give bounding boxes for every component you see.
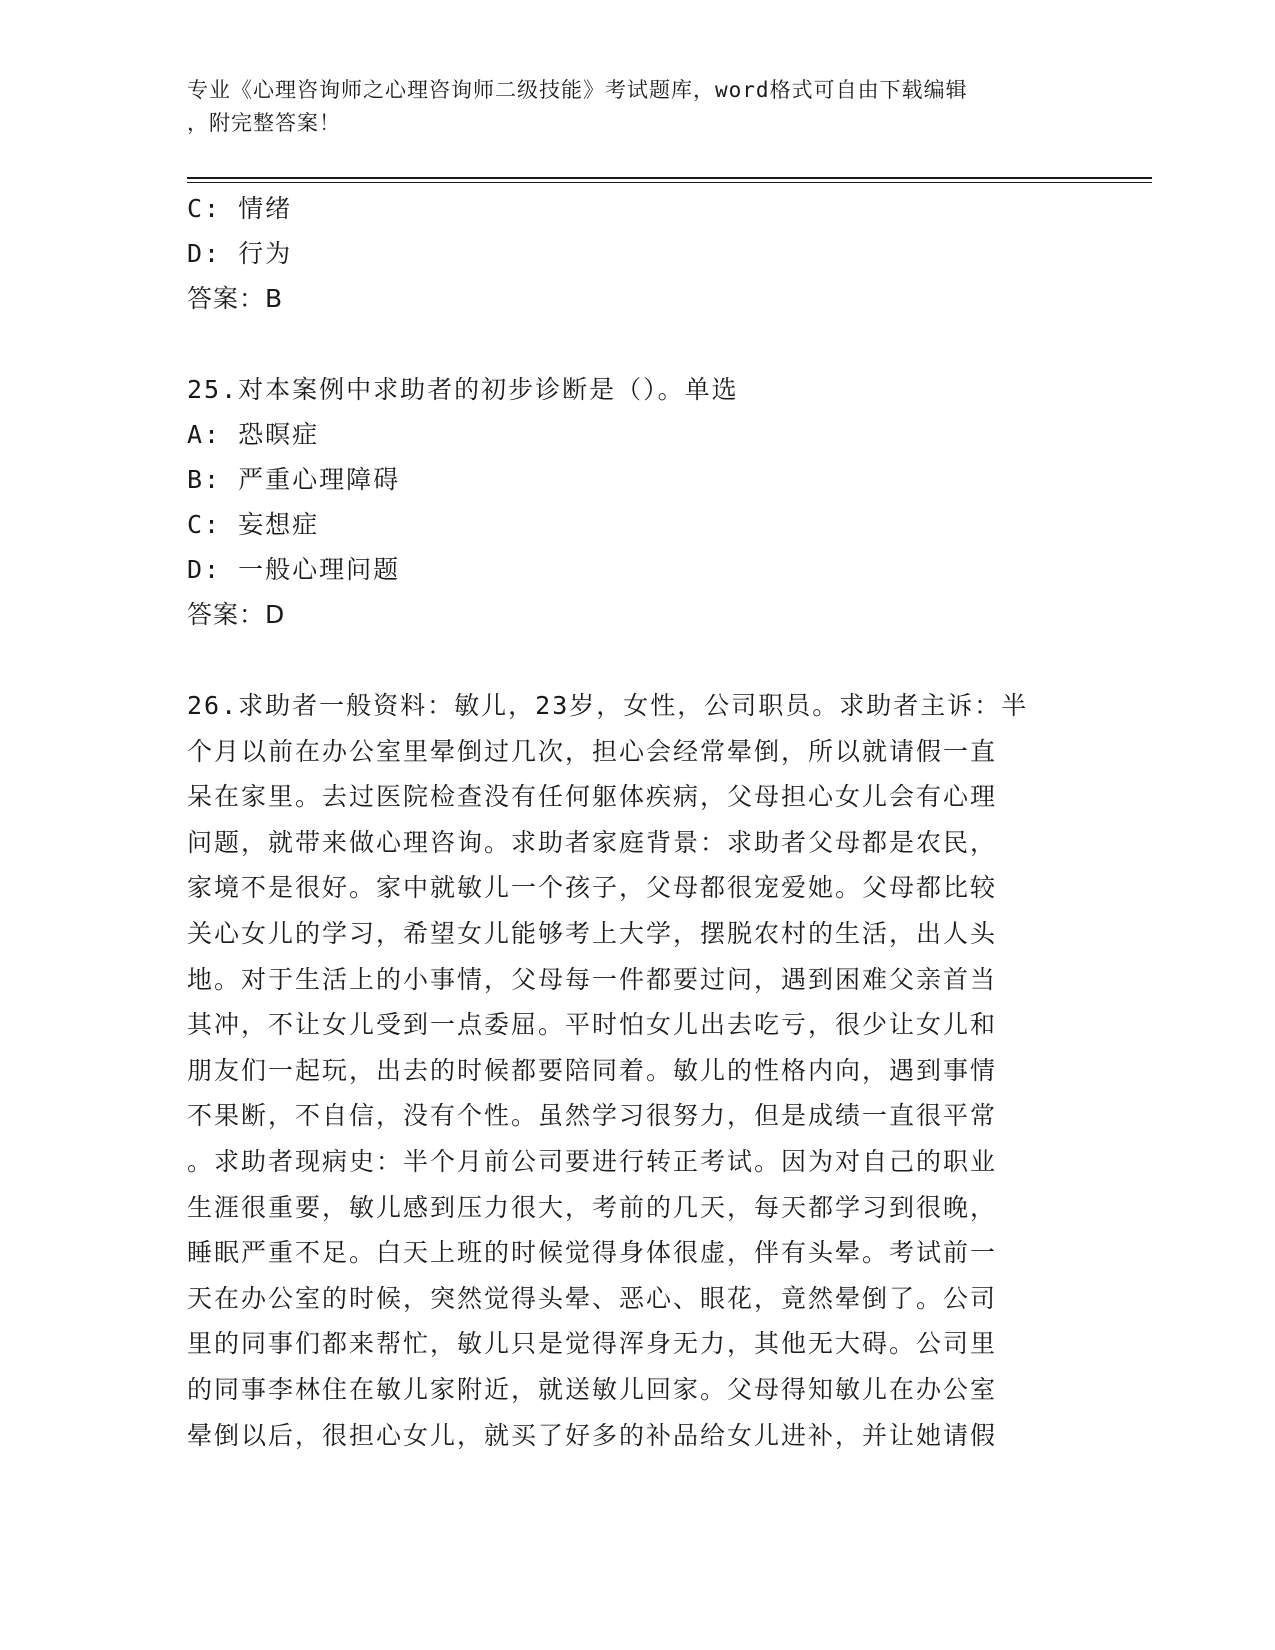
header-line-1: 专业《心理咨询师之心理咨询师二级技能》考试题库，word格式可自由下载编辑 [187, 78, 968, 102]
document-header [187, 74, 1067, 140]
q26-line: 睡眠严重不足。白天上班的时候觉得身体很虚，伴有头晕。考试前一 [187, 1238, 998, 1268]
document-body [187, 186, 1087, 1458]
prev-option-d [187, 231, 1087, 276]
q25-option-d [187, 547, 1087, 592]
header-rule-thin [187, 182, 1152, 183]
q26-line: 问题，就带来做心理咨询。求助者家庭背景：求助者父母都是农民， [187, 827, 998, 857]
option-text: 恐暝症 [238, 420, 320, 449]
q25-answer: 答案：D [187, 600, 286, 629]
q26-line: 地。对于生活上的小事情，父母每一件都要过问，遇到困难父亲首当 [187, 964, 998, 994]
option-label: C: [187, 194, 222, 223]
q25-option-c [187, 502, 1087, 547]
q26-line: 生涯很重要，敏儿感到压力很大，考前的几天，每天都学习到很晚， [187, 1192, 998, 1222]
option-text: 行为 [238, 239, 293, 268]
prev-option-c [187, 186, 1087, 231]
option-text: 一般心理问题 [238, 555, 401, 584]
option-text: 情绪 [238, 194, 293, 223]
q26-line: 26.求助者一般资料：敏儿，23岁，女性，公司职员。求助者主诉：半 [187, 691, 1029, 720]
q26-line: 不果断，不自信，没有个性。虽然学习很努力，但是成绩一直很平常 [187, 1101, 998, 1131]
option-text: 严重心理障碍 [238, 465, 401, 494]
q26-line: 的同事李林住在敏儿家附近，就送敏儿回家。父母得知敏儿在办公室 [187, 1374, 998, 1404]
option-text: 妄想症 [238, 510, 320, 539]
q26-line: 里的同事们都来帮忙，敏儿只是觉得浑身无力，其他无大碍。公司里 [187, 1329, 998, 1359]
q26-line: 其冲，不让女儿受到一点委屈。平时怕女儿出去吃亏，很少让女儿和 [187, 1010, 998, 1040]
option-label: A: [187, 420, 222, 449]
q26-line: 家境不是很好。家中就敏儿一个孩子，父母都很宠爱她。父母都比较 [187, 873, 998, 903]
option-label: D: [187, 239, 222, 268]
q25-option-b [187, 457, 1087, 502]
q26-paragraph [187, 683, 1087, 1458]
option-label: D: [187, 555, 222, 584]
option-label: C: [187, 510, 222, 539]
q26-line: 个月以前在办公室里晕倒过几次，担心会经常晕倒，所以就请假一直 [187, 736, 998, 766]
q26-line: 关心女儿的学习，希望女儿能够考上大学，摆脱农村的生活，出人头 [187, 918, 998, 948]
header-line-2: ，附完整答案！ [187, 111, 341, 135]
prev-answer: 答案：B [187, 284, 284, 313]
spacer [187, 321, 1087, 367]
q26-line: 。求助者现病史：半个月前公司要进行转正考试。因为对自己的职业 [187, 1146, 998, 1176]
q25-stem: 25.对本案例中求助者的初步诊断是（）。单选 [187, 375, 739, 404]
q26-line: 朋友们一起玩，出去的时候都要陪同着。敏儿的性格内向，遇到事情 [187, 1055, 998, 1085]
spacer [187, 637, 1087, 683]
q26-line: 晕倒以后，很担心女儿，就买了好多的补品给女儿进补，并让她请假 [187, 1420, 998, 1450]
q25-option-a [187, 412, 1087, 457]
q26-line: 天在办公室的时候，突然觉得头晕、恶心、眼花，竟然晕倒了。公司 [187, 1283, 998, 1313]
q26-line: 呆在家里。去过医院检查没有任何躯体疾病，父母担心女儿会有心理 [187, 782, 998, 812]
header-rule-thick [187, 177, 1152, 179]
option-label: B: [187, 465, 222, 494]
